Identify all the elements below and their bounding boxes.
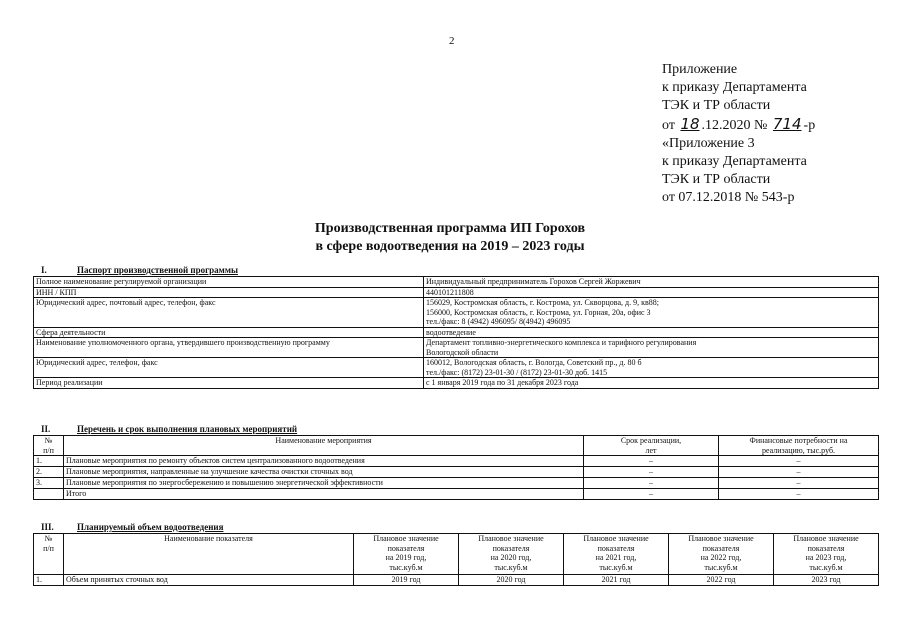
activity-finance: –: [719, 467, 879, 478]
title-line: в сфере водоотведения на 2019 – 2023 годы: [315, 239, 585, 254]
row-number: 3.: [34, 478, 64, 489]
header-line: Плановое значение: [688, 534, 754, 543]
table-row: [34, 378, 879, 389]
header-line: Плановое значение: [373, 534, 439, 543]
order-day-handwritten: 18: [680, 115, 700, 133]
table-row: [34, 467, 879, 478]
table-row: [34, 298, 879, 328]
activity-finance: –: [719, 478, 879, 489]
header-line: тыс.куб.м: [599, 562, 633, 572]
header-line: на 2022 год,: [700, 553, 742, 562]
header-cell: Срок реализации, лет: [584, 436, 719, 456]
year-value: 2021 год: [564, 575, 669, 586]
activity-name: Плановые мероприятия, направленные на улучшение качества очистки сточных вод: [64, 467, 584, 478]
table-row: [34, 489, 879, 500]
section-title: Паспорт производственной программы: [77, 265, 238, 275]
section-volume: [33, 522, 878, 586]
table-row: [34, 327, 879, 338]
header-line: показателя: [492, 543, 530, 553]
section-heading: [33, 265, 878, 276]
header-cell-year: [459, 534, 564, 575]
header-cell-year: [774, 534, 879, 575]
header-line: показателя: [807, 543, 845, 553]
activity-name: Плановые мероприятия по ремонту объектов систем централизованного водоотведения: [64, 456, 584, 467]
row-number: 1.: [34, 456, 64, 467]
section-number: III.: [41, 522, 54, 532]
activity-term: –: [584, 467, 719, 478]
section-number: I.: [41, 265, 47, 275]
appendix-line: к приказу Департамента: [662, 80, 807, 95]
table-row: [34, 338, 879, 358]
document-title: [200, 220, 700, 256]
title-line: Производственная программа ИП Горохов: [314, 221, 586, 236]
table-row: [34, 277, 879, 288]
table-row: [34, 478, 879, 489]
row-number: 1.: [34, 575, 64, 586]
value-line: Индивидуальный предприниматель Горохов Сергей Жоржевич: [426, 277, 641, 286]
header-cell-year: [564, 534, 669, 575]
passport-value: [424, 277, 879, 288]
passport-label: Период реализации: [34, 378, 424, 389]
value-line: 156029, Костромская область, г. Кострома, ул. Скворцова, д. 9, кв88;: [426, 298, 659, 307]
header-cell: № п/п: [34, 436, 64, 456]
table-row: [34, 358, 879, 378]
activity-term: –: [584, 489, 719, 500]
value-line: 156000, Костромская область, г. Кострома, ул. Горная, 20а, офис 3: [426, 307, 651, 317]
value-line: 160012, Вологодская область, г. Вологда, Советский пр., д. 80 б: [426, 358, 642, 367]
appendix-line: ТЭК и ТР области: [662, 98, 771, 113]
activity-name: Итого: [64, 489, 584, 500]
appendix-block: [662, 61, 815, 207]
row-number: 2.: [34, 467, 64, 478]
appendix-line: «Приложение 3: [662, 136, 755, 151]
row-number: [34, 489, 64, 500]
section-title: Планируемый объем водоотведения: [77, 522, 224, 532]
header-line: тыс.куб.м: [704, 562, 738, 572]
order-middle: .12.2020 №: [701, 118, 768, 133]
value-line: тел./факс: 8 (4942) 496095/ 8(4942) 496095: [426, 317, 571, 326]
header-line: тыс.куб.м: [389, 562, 423, 572]
header-line: на 2020 год,: [490, 553, 532, 562]
order-line: [662, 115, 815, 135]
table-row: [34, 287, 879, 298]
header-line: показателя: [702, 543, 740, 553]
passport-label: Сфера деятельности: [34, 327, 424, 338]
value-line: 440101211808: [426, 287, 474, 297]
appendix-line: Приложение: [662, 62, 738, 77]
appendix-line: к приказу Департамента: [662, 154, 807, 169]
passport-table: [33, 276, 879, 389]
passport-label: Наименование уполномоченного органа, утвердившего производственную программу: [34, 338, 424, 358]
header-line: Плановое значение: [478, 534, 544, 543]
value-line: тел./факс: (8172) 23-01-30 / (8172) 23-01-30 доб. 1415: [426, 367, 608, 377]
header-line: на 2021 год,: [595, 553, 637, 562]
header-line: на 2023 год,: [805, 553, 847, 562]
header-cell-year: [354, 534, 459, 575]
appendix-line: от 07.12.2018 № 543-р: [662, 190, 795, 205]
order-suffix: -р: [803, 118, 816, 133]
section-heading: [33, 424, 878, 435]
section-activities: [33, 424, 878, 500]
year-value: 2020 год: [459, 575, 564, 586]
passport-value: [424, 358, 879, 378]
value-line: с 1 января 2019 года по 31 декабря 2023 года: [426, 378, 579, 387]
section-passport: [33, 265, 878, 389]
order-number-handwritten: 714: [772, 115, 802, 133]
table-header-row: [34, 534, 879, 575]
header-cell: № п/п: [34, 534, 64, 575]
header-cell: Наименование мероприятия: [64, 436, 584, 456]
header-line: Плановое значение: [583, 534, 649, 543]
header-line: Плановое значение: [793, 534, 859, 543]
table-header-row: [34, 436, 879, 456]
year-value: 2023 год: [774, 575, 879, 586]
activities-table: [33, 435, 879, 500]
passport-value: [424, 378, 879, 389]
appendix-line: ТЭК и ТР области: [662, 172, 771, 187]
year-value: 2022 год: [669, 575, 774, 586]
order-prefix: от: [662, 118, 675, 133]
value-line: водоотведение: [426, 327, 476, 337]
passport-value: [424, 298, 879, 328]
activity-finance: –: [719, 489, 879, 500]
header-cell: Финансовые потребности на реализацию, тыс.руб.: [719, 436, 879, 456]
passport-label: Юридический адрес, почтовый адрес, телефон, факс: [34, 298, 424, 328]
header-cell: Наименование показателя: [64, 534, 354, 575]
section-number: II.: [41, 424, 51, 434]
activity-name: Плановые мероприятия по энергосбережению и повышению энергетической эффективности: [64, 478, 584, 489]
page-number: 2: [449, 35, 455, 47]
section-heading: [33, 522, 878, 533]
passport-value: [424, 327, 879, 338]
table-row: [34, 456, 879, 467]
volume-table: [33, 533, 879, 586]
passport-label: Юридический адрес, телефон, факс: [34, 358, 424, 378]
header-line: на 2019 год,: [385, 553, 427, 562]
passport-value: [424, 338, 879, 358]
header-line: тыс.куб.м: [809, 562, 843, 572]
passport-label: Полное наименование регулируемой организации: [34, 277, 424, 288]
header-line: показателя: [387, 543, 425, 553]
activity-term: –: [584, 478, 719, 489]
passport-label: ИНН / КПП: [34, 287, 424, 298]
passport-value: [424, 287, 879, 298]
value-line: Вологодской области: [426, 347, 499, 357]
table-row: [34, 575, 879, 586]
header-line: тыс.куб.м: [494, 562, 528, 572]
value-line: Департамент топливно-энергетического комплекса и тарифного регулирования: [426, 338, 697, 347]
indicator-name: Объем принятых сточных вод: [64, 575, 354, 586]
header-cell-year: [669, 534, 774, 575]
activity-term: –: [584, 456, 719, 467]
activity-finance: –: [719, 456, 879, 467]
header-line: показателя: [597, 543, 635, 553]
year-value: 2019 год: [354, 575, 459, 586]
section-title: Перечень и срок выполнения плановых мероприятий: [77, 424, 298, 434]
